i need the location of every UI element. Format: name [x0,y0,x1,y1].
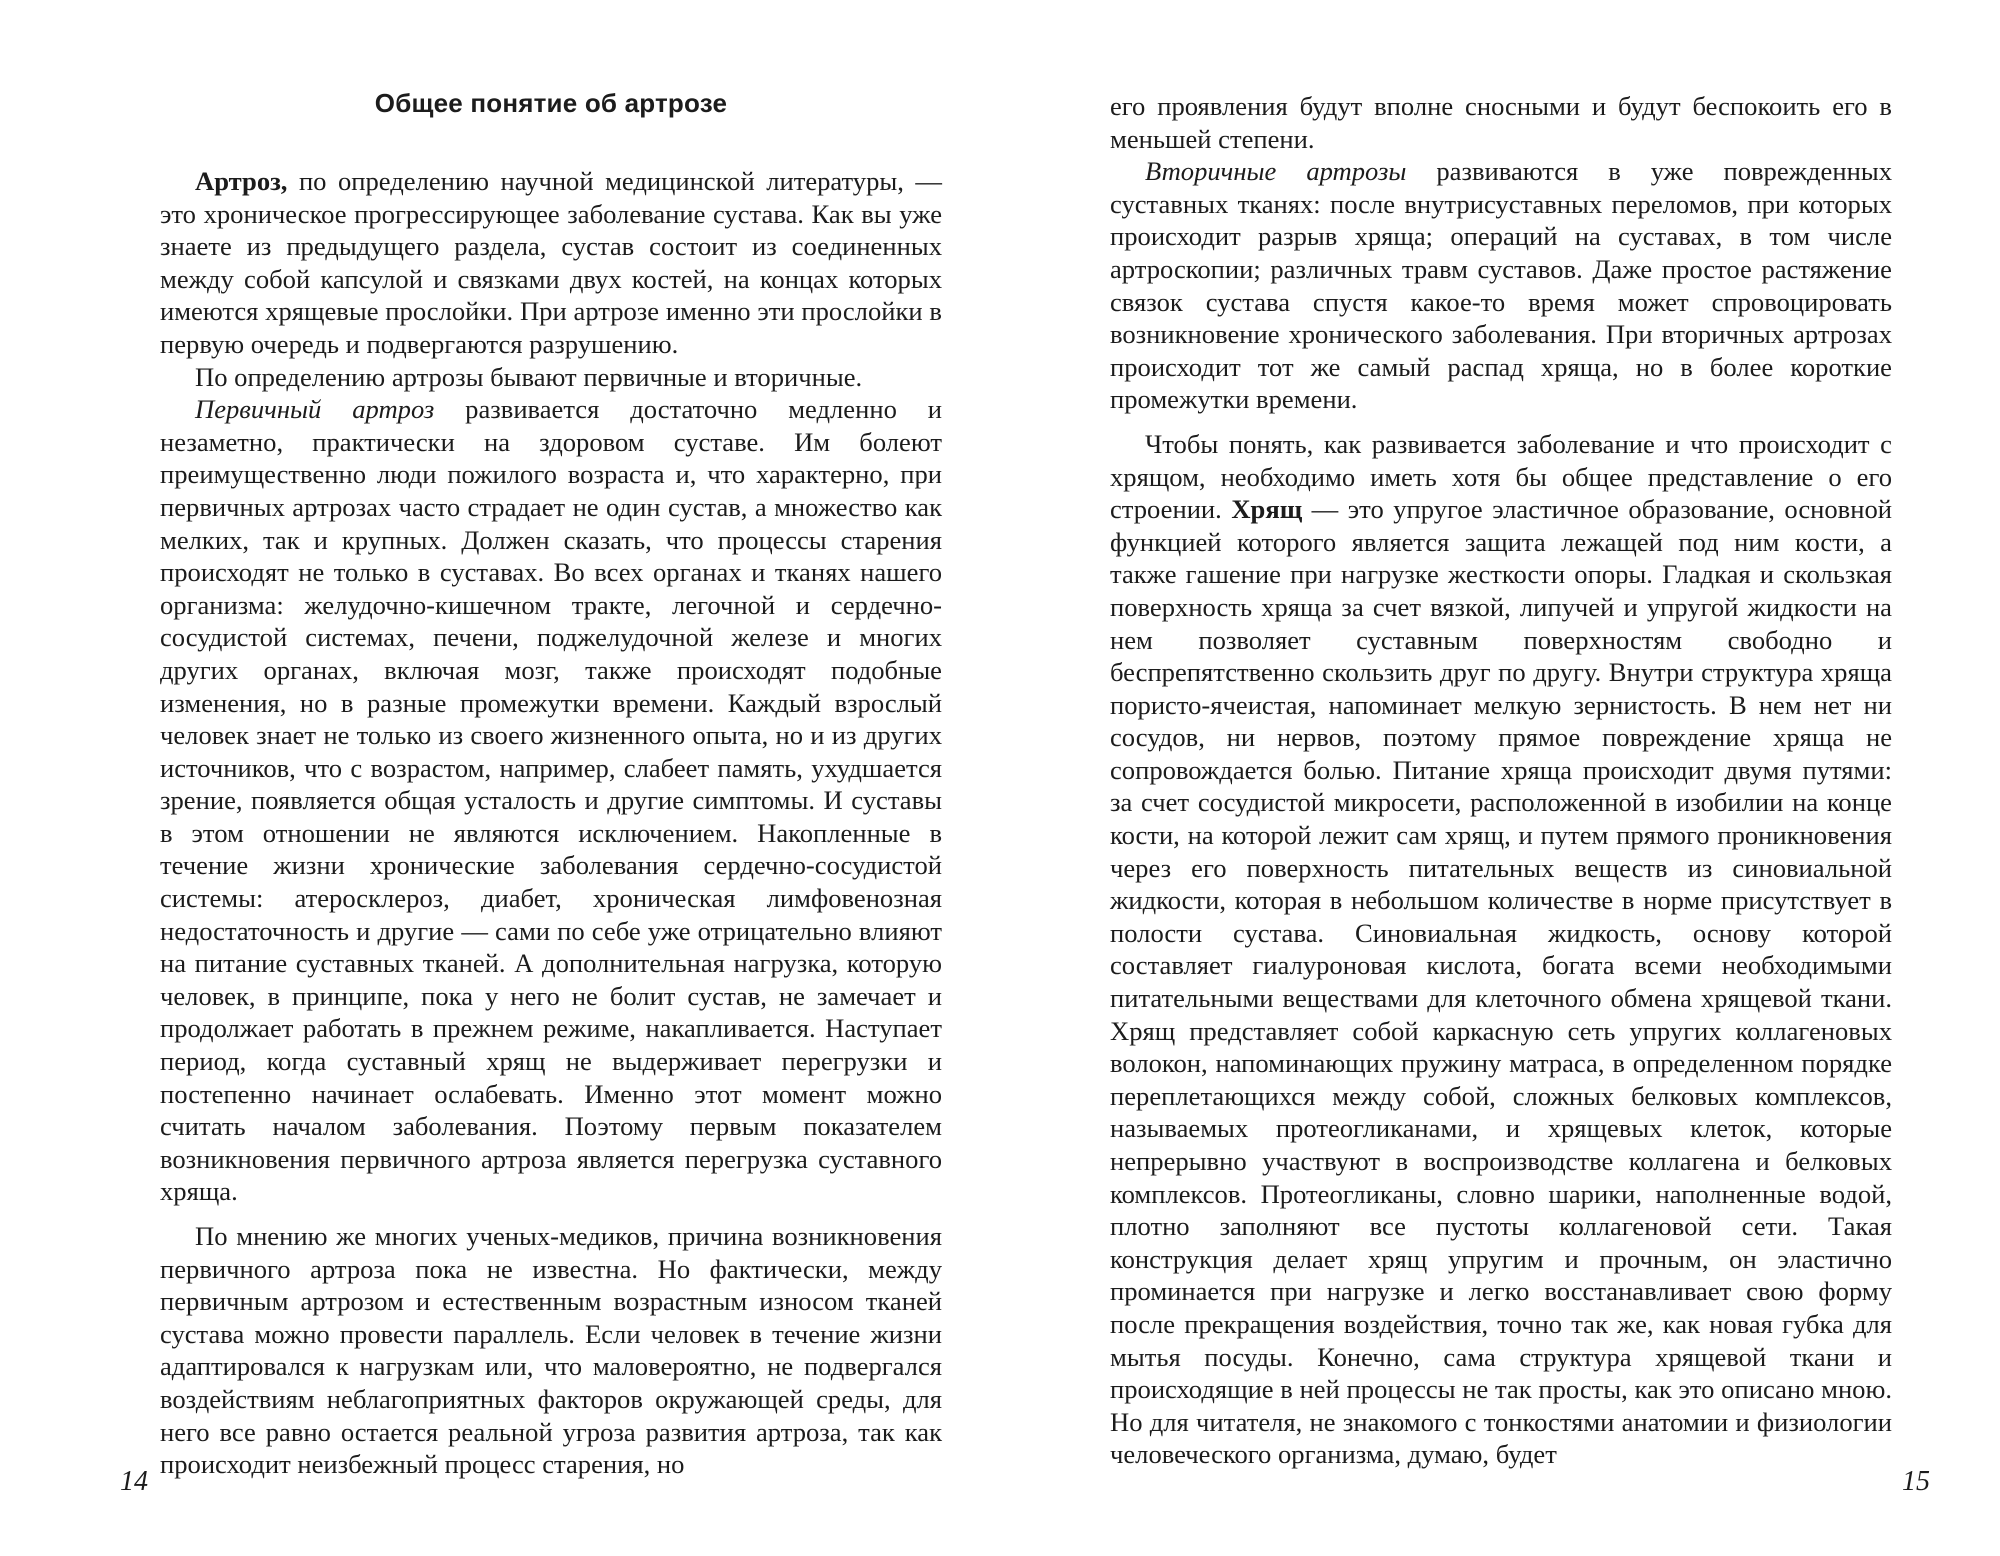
paragraph-continuation: его проявления будут вполне сносными и будут беспокоить его в меньшей степени. [1110,91,1892,154]
paragraph-text: развиваются в уже поврежденных суставных тканях: после внутрисуставных переломов, при которых происходит разрыв хряща; операций на суставах, в том числе артроскопии; различных травм суставов. Даже простое растяжение связок сустава спустя какое-то время может спровоцировать возникновение хронического заболевания. При вторичных артрозах происходит тот же самый распад хряща, но в более короткие промежутки времени. [1110,156,1892,415]
paragraph-text: по определению научной медицинской литературы, — это хроническое прогрессирующее заболевание сустава. Как вы уже знаете из предыдущего раздела, сустав состоит из соединенных между собой капсулой и связками двух костей, на концах которых имеются хрящевые прослойки. При артрозе именно эти прослойки в первую очередь и подвергаются разрушению. [160,166,942,359]
page-number-right: 15 [1902,1466,1930,1497]
paragraph-text: развивается достаточно медленно и незаметно, практически на здоровом суставе. Им болеют преимущественно люди пожилого возраста и, что характерно, при первичных артрозах часто страдает не один сустав, а множество как мелких, так и крупных. Должен сказать, что процессы старения происходят не только в суставах. Во всех органах и тканях нашего организма: желудочно-кишечном тракте, легочной и сердечно-сосудистой системах, печени, поджелудочной железе и многих других органах, включая мозг, также происходят подобные изменения, но в разные промежутки времени. Каждый взрослый человек знает не только из своего жизненного опыта, но и из других источников, что с возрастом, например, слабеет память, ухудшается зрение, появляется общая усталость и другие симптомы. И суставы в этом отношении не являются исключением. Накопленные в течение жизни хронические заболевания сердечно-сосудистой системы: атеросклероз, диабет, хроническая лимфовенозная недостаточность и другие — сами по себе уже отрицательно влияют на питание суставных тканей. А дополнительная нагрузка, которую человек, в принципе, пока у него не болит сустав, не замечает и продолжает работать в прежнем режиме, накапливается. Наступает период, когда суставный хрящ не выдерживает перегрузки и постепенно начинает ослабевать. Именно этот момент можно считать началом заболевания. Поэтому первым показателем возникновения первичного артроза является перегрузка суставного хряща. [160,394,942,1207]
paragraph-scientists-opinion: По мнению же многих ученых-медиков, причина возникновения первичного артроза пока не известна. Но фактически, между первичным артрозом и естественным возрастным износом тканей сустава можно провести параллель. Если человек в течение жизни адаптировался к нагрузкам или, что маловероятно, не подвергался воздействиям неблагоприятных факторов окружающей среды, для него все равно остается реальной угроза развития артроза, так как происходит неизбежный процесс старения, но [160,1221,942,1480]
term-primary-arthrosis: Первичный артроз [195,394,435,425]
paragraph-cartilage [1110,428,1892,1471]
paragraph-types: По определению артрозы бывают первичные и вторичные. [195,361,863,392]
left-page-text [160,86,942,1481]
page-number-left: 14 [120,1466,148,1497]
term-secondary-arthrosis: Вторичные артрозы [1145,156,1407,187]
paragraph-text: — это упругое эластичное образование, основной функцией которого является защита лежащей под ним кости, а также гашение при нагрузке жесткости опоры. Гладкая и скользкая поверхность хряща за счет вязкой, липучей и упругой жидкости на нем позволяет суставным поверхностям свободно и беспрепятственно скользить друг по другу. Внутри структура хряща пористо-ячеистая, напоминает мелкую зернистость. В нем нет ни сосудов, ни нервов, поэтому прямое повреждение хряща не сопровождается болью. Питание хряща происходит двумя путями: за счет сосудистой микросети, расположенной в изобилии на конце кости, на которой лежит сам хрящ, и путем прямого проникновения через его поверхность питательных веществ из синовиальной жидкости, которая в небольшом количестве в норме присутствует в полости сустава. Синовиальная жидкость, основу которой составляет гиалуроновая кислота, богата всеми необходимыми питательными веществами для клеточного обмена хрящевой ткани. Хрящ представляет собой каркасную сеть упругих коллагеновых волокон, напоминающих пружину матраса, в определенном порядке переплетающихся между собой, сложных белковых комплексов, называемых протеогликанами, и хрящевых клеток, которые непрерывно участвуют в воспроизводстве коллагена и белковых комплексов. Протеогликаны, словно шарики, наполненные водой, плотно заполняют все пустоты коллагеновой сети. Такая конструкция делает хрящ упругим и прочным, он эластично проминается при нагрузке и легко восстанавливает свою форму после прекращения воздействия, точно так же, как новая губка для мытья посуды. Конечно, сама структура хрящевой ткани и происходящие в ней процессы не так просты, как это описано мною. Но для читателя, не знакомого с тонкостями анатомии и физиологии человеческого организма, думаю, будет [1110,494,1893,1470]
term-arthrosis: Артроз, [195,166,288,196]
chapter-title: Общее понятие об артрозе [374,88,728,118]
paragraph-text: Чтобы понять, как развивается заболевание и что происходит с хрящом, необходимо иметь хотя бы общее представление о его строении. [1110,428,1892,525]
right-page [1000,0,2000,1556]
right-page-text [1110,90,1892,1471]
paragraph-secondary-arthrosis [1110,155,1892,416]
paragraph-arthrosis-definition [160,165,942,361]
paragraph-primary-arthrosis [160,393,942,1208]
term-cartilage: Хрящ [1231,494,1303,525]
